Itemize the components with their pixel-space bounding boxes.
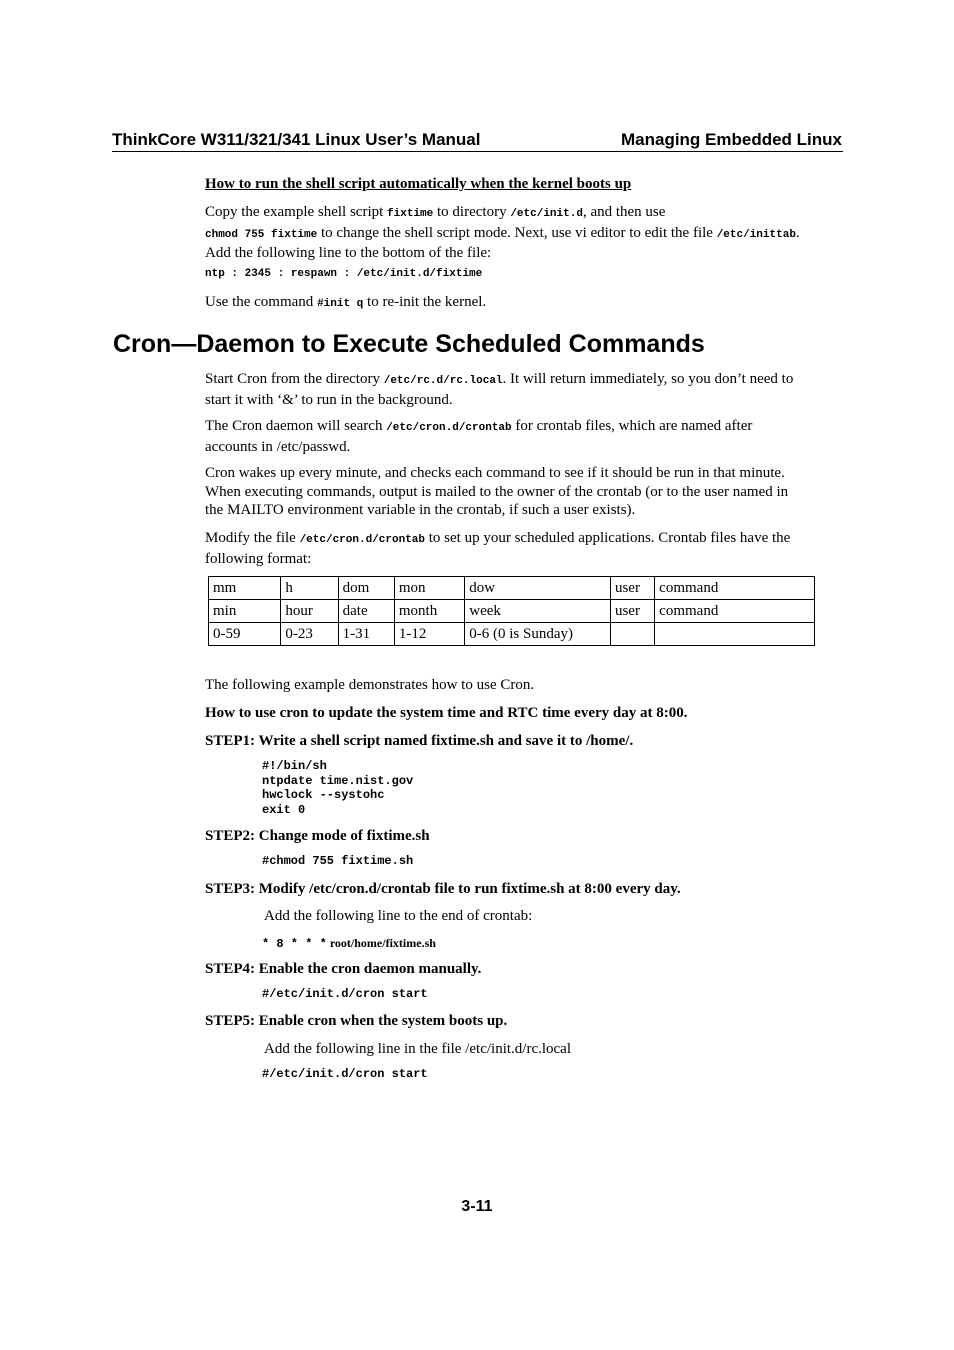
table-cell: week: [465, 600, 611, 623]
step2-code: #chmod 755 fixtime.sh: [262, 854, 414, 868]
table-cell: dow: [465, 577, 611, 600]
section-title: Cron—Daemon to Execute Scheduled Commands: [113, 330, 705, 358]
text-run: The Cron daemon will search: [205, 418, 387, 434]
table-cell: 1-31: [338, 623, 394, 646]
cron-paragraph-4: [205, 529, 845, 568]
boot-section-heading: How to run the shell script automatically when the kernel boots up: [205, 176, 632, 192]
text-run: to directory: [433, 204, 511, 220]
table-cell: 0-23: [281, 623, 338, 646]
table-cell: user: [610, 577, 654, 600]
boot-section-paragraph-2: [205, 293, 486, 314]
text-run: , and then use: [582, 204, 666, 220]
text-line: following format:: [205, 550, 312, 567]
code-init-dir: /etc/init.d: [510, 208, 583, 220]
text-line: start it with ‘&’ to run in the background.: [205, 391, 453, 408]
table-cell: month: [394, 600, 464, 623]
example-heading: How to use cron to update the system time and RTC time every day at 8:00.: [205, 705, 688, 721]
text-line: the MAILTO environment variable in the crontab, if such a user exists).: [205, 502, 636, 518]
code-rc-local: /etc/rc.d/rc.local: [383, 375, 503, 387]
cron-paragraph-1: [205, 370, 845, 409]
table-cell: h: [281, 577, 338, 600]
text-run: to change the shell script mode. Next, use vi editor to edit the file: [317, 224, 717, 241]
code-schedule: * 8 * * *: [262, 937, 327, 951]
table-cell: 0-6 (0 is Sunday): [465, 623, 611, 646]
step3-note: Add the following line to the end of crontab:: [264, 908, 533, 924]
step3-heading: STEP3: Modify /etc/cron.d/crontab file to run fixtime.sh at 8:00 every day.: [205, 881, 681, 897]
table-cell: command: [655, 600, 815, 623]
example-intro: The following example demonstrates how to use Cron.: [205, 677, 535, 693]
table-row: [209, 600, 815, 623]
table-cell: command: [655, 577, 815, 600]
code-fixtime: fixtime: [387, 208, 434, 220]
cron-paragraph-3: [205, 464, 845, 520]
table-cell: mon: [394, 577, 464, 600]
step5-note: Add the following line in the file /etc/init.d/rc.local: [264, 1041, 572, 1057]
header-manual-title: ThinkCore W311/321/341 Linux User’s Manual: [112, 130, 481, 149]
text-run: Modify the file: [205, 530, 300, 546]
table-cell: [655, 623, 815, 646]
table-cell: user: [610, 600, 654, 623]
step4-code: #/etc/init.d/cron start: [262, 987, 428, 1001]
text-line: When executing commands, output is mailed to the owner of the crontab (or to the user named in: [205, 483, 789, 500]
table-cell: hour: [281, 600, 338, 623]
step5-heading: STEP5: Enable cron when the system boots up.: [205, 1013, 508, 1029]
code-command: root/home/fixtime.sh: [326, 936, 436, 950]
text-run: Copy the example shell script: [205, 204, 388, 220]
table-row: [209, 623, 815, 646]
header-rule: [112, 151, 843, 152]
text-run: . It will return immediately, so you don’t need to: [502, 371, 794, 387]
text-run: for crontab files, which are named after: [511, 418, 753, 434]
text-run: to re-init the kernel.: [363, 294, 487, 310]
step1-code-block: #!/bin/sh ntpdate time.nist.gov hwclock --systohc exit 0: [262, 759, 414, 817]
step3-code: [262, 934, 436, 953]
table-cell: date: [338, 600, 394, 623]
code-crontab-path: /etc/cron.d/crontab: [386, 422, 512, 434]
text-run: Start Cron from the directory: [205, 371, 384, 387]
cron-paragraph-2: [205, 417, 845, 456]
crontab-format-table: [208, 576, 815, 646]
inittab-line: ntp : 2345 : respawn : /etc/init.d/fixtime: [205, 268, 483, 280]
code-init-q: #init q: [317, 298, 364, 310]
text-line: Cron wakes up every minute, and checks each command to see if it should be run in that minute.: [205, 465, 785, 481]
code-crontab-path: /etc/cron.d/crontab: [299, 534, 425, 546]
table-cell: 0-59: [209, 623, 281, 646]
boot-section-paragraph-1: [205, 203, 845, 263]
text-line: Add the following line to the bottom of the file:: [205, 245, 492, 261]
text-line: accounts in /etc/passwd.: [205, 438, 351, 455]
step2-heading: STEP2: Change mode of fixtime.sh: [205, 828, 430, 844]
table-cell: mm: [209, 577, 281, 600]
text-run: to set up your scheduled applications. Crontab files have the: [425, 530, 791, 546]
page-number: 3-11: [461, 1198, 493, 1215]
table-row: [209, 577, 815, 600]
table-cell: min: [209, 600, 281, 623]
header-chapter-title: Managing Embedded Linux: [620, 130, 842, 149]
step4-heading: STEP4: Enable the cron daemon manually.: [205, 961, 482, 977]
table-cell: [610, 623, 654, 646]
text-run: Use the command: [205, 294, 318, 310]
code-inittab: /etc/inittab: [716, 228, 796, 241]
step5-code: #/etc/init.d/cron start: [262, 1067, 428, 1081]
step1-heading: STEP1: Write a shell script named fixtime.sh and save it to /home/.: [205, 733, 634, 749]
table-cell: 1-12: [394, 623, 464, 646]
code-chmod: chmod 755 fixtime: [205, 228, 318, 241]
text-run: .: [795, 224, 800, 241]
table-cell: dom: [338, 577, 394, 600]
